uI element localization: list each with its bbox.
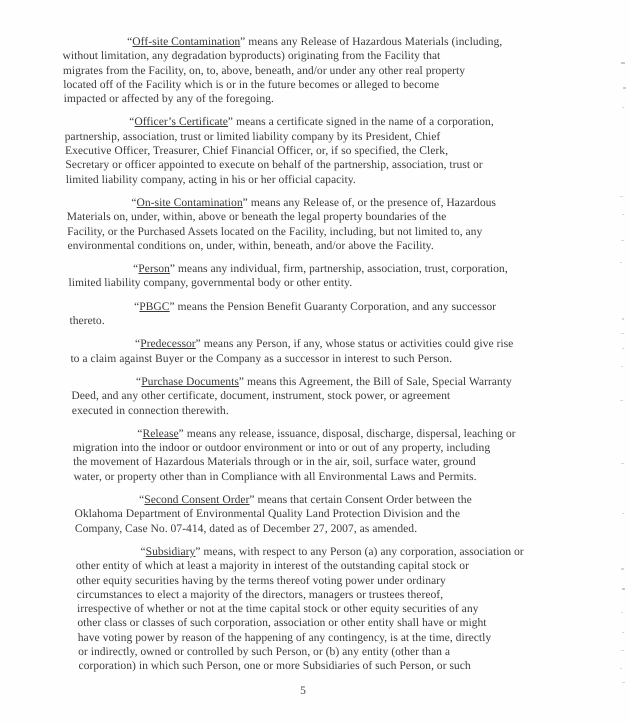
defined-term: Predecessor (140, 338, 196, 351)
open-quote: “ (127, 36, 133, 48)
definition-text: ” means any Release of Hazardous Materials (including, without limitation, any degradation byproducts) originating from the Facility that migrates from the Facility, on, to, above, beneath, and/or under any other real property located off of the Facility which is or in the future becomes or alleged to become impacted or affected by any of the foregoing. (62, 36, 503, 106)
scan-artifact (621, 366, 623, 367)
scan-artifact (622, 513, 624, 514)
definitions-text-block (62, 35, 591, 683)
scan-artifact (621, 568, 624, 570)
defined-term: Officer’s Certificate (134, 116, 229, 129)
definition-text: ” means, with respect to any Person (a) any corporation, association or other entity of which at least a majority in interest of the outstanding capital stock or other equity securities having by the terms thereof voting power under ordinary circumstances to elect a majority of the directors, managers or trustees thereof, irrespective of whether or not at the time capital stock or other equity securities of any other class or classes of such corporation, association or other entity shall have or might have voting power by reason of the happening of any contingency, is at the time, directly or indirectly, owned or controlled by such Person, or (b) any entity (other than a corporation) in which such Person, one or more Subsidiaries of such Person, or such (75, 545, 524, 673)
open-quote: “ (131, 196, 137, 209)
definition-predecessor (70, 337, 583, 366)
scan-artifact (622, 682, 625, 683)
scan-artifact (620, 400, 623, 401)
scan-artifact (620, 262, 622, 263)
open-quote: “ (140, 545, 146, 558)
definition-text: ” means the Pension Benefit Guaranty Corporation, and any successor thereto. (69, 300, 497, 328)
scan-artifact (621, 333, 624, 334)
scan-artifact (620, 668, 622, 669)
scan-artifact (622, 214, 624, 215)
defined-term: Purchase Documents (141, 375, 240, 388)
open-quote: “ (133, 300, 140, 313)
scan-artifact (622, 632, 624, 633)
definition-text: ” means any release, issuance, disposal, discharge, dispersal, leaching or migration into the indoor or outdoor environment or into or out of any property, including the movement of Hazardous Materials through or in the air, soil, surface water, ground water, or property other than in Compliance with all Environmental Laws and Permits. (72, 427, 516, 483)
definition-off-site-contamination (62, 35, 576, 106)
scan-artifact (621, 463, 624, 464)
definition-text: ” means a certificate signed in the name of a corporation, partnership, association, trust or limited liability company by its President, Chief Executive Officer, Treasurer, Chief Financial Officer, or, if so specified, the Clerk, Secretary or officer appointed to execute on behalf of the partnership, association, trust or limited liability company, acting in his or her official capacity. (64, 116, 494, 186)
scan-artifact (621, 612, 623, 613)
scan-artifact (622, 588, 625, 590)
definition-person (68, 262, 581, 291)
definition-subsidiary (75, 545, 590, 674)
defined-term: Person (138, 263, 171, 276)
defined-term: On-site Contamination (136, 196, 243, 209)
scan-artifact (620, 196, 623, 197)
definition-second-consent-order (74, 493, 587, 536)
definition-text: ” means any Release of, or the presence of, Hazardous Materials on, under, within, above or beneath the legal property boundaries of the Facility, or the Purchased Assets located on the Facility, including, but not limited to, any environmental conditions on, under, within, beneath, and/or above the Facility. (66, 196, 497, 252)
definition-officers-certificate (64, 115, 578, 186)
scan-artifact (622, 318, 624, 320)
definition-purchase-documents (71, 375, 584, 418)
definition-text: ” means any Person, if any, whose status or activities could give rise to a claim against Buyer or the Company as a successor in interest to such Person. (70, 338, 514, 365)
open-quote: “ (139, 494, 145, 507)
defined-term: Off-site Contamination (132, 36, 241, 48)
definition-text: ” means any individual, firm, partnership, association, trust, corporation, limited liability company, governmental body or other entity. (68, 263, 508, 290)
defined-term: Release (142, 427, 179, 440)
defined-term: Second Consent Order (144, 494, 250, 507)
scan-artifact (621, 240, 624, 241)
definition-text: ” means this Agreement, the Bill of Sale, Special Warranty Deed, and any other certificate, document, instrument, stock power, or agreement executed in connection therewith. (71, 375, 512, 417)
defined-term: PBGC (139, 300, 170, 313)
scan-artifact (623, 87, 626, 89)
definition-on-site-contamination (66, 196, 579, 253)
page-number: 5 (300, 685, 306, 697)
open-quote: “ (137, 427, 143, 440)
definition-pbgc (69, 300, 582, 329)
open-quote: “ (134, 338, 141, 351)
scan-artifact (622, 107, 624, 108)
scan-artifact (622, 348, 624, 349)
definition-text: ” means that certain Consent Order between the Oklahoma Department of Environmental Quality Land Protection Division and the Company, Case No. 07-414, dated as of December 27, 2007, as amended. (74, 494, 472, 535)
open-quote: “ (132, 263, 139, 276)
open-quote: “ (135, 375, 142, 388)
definition-release (72, 427, 585, 484)
scan-artifact (621, 650, 624, 651)
defined-term: Subsidiary (145, 545, 196, 558)
scan-artifact (621, 62, 625, 64)
open-quote: “ (129, 116, 135, 129)
